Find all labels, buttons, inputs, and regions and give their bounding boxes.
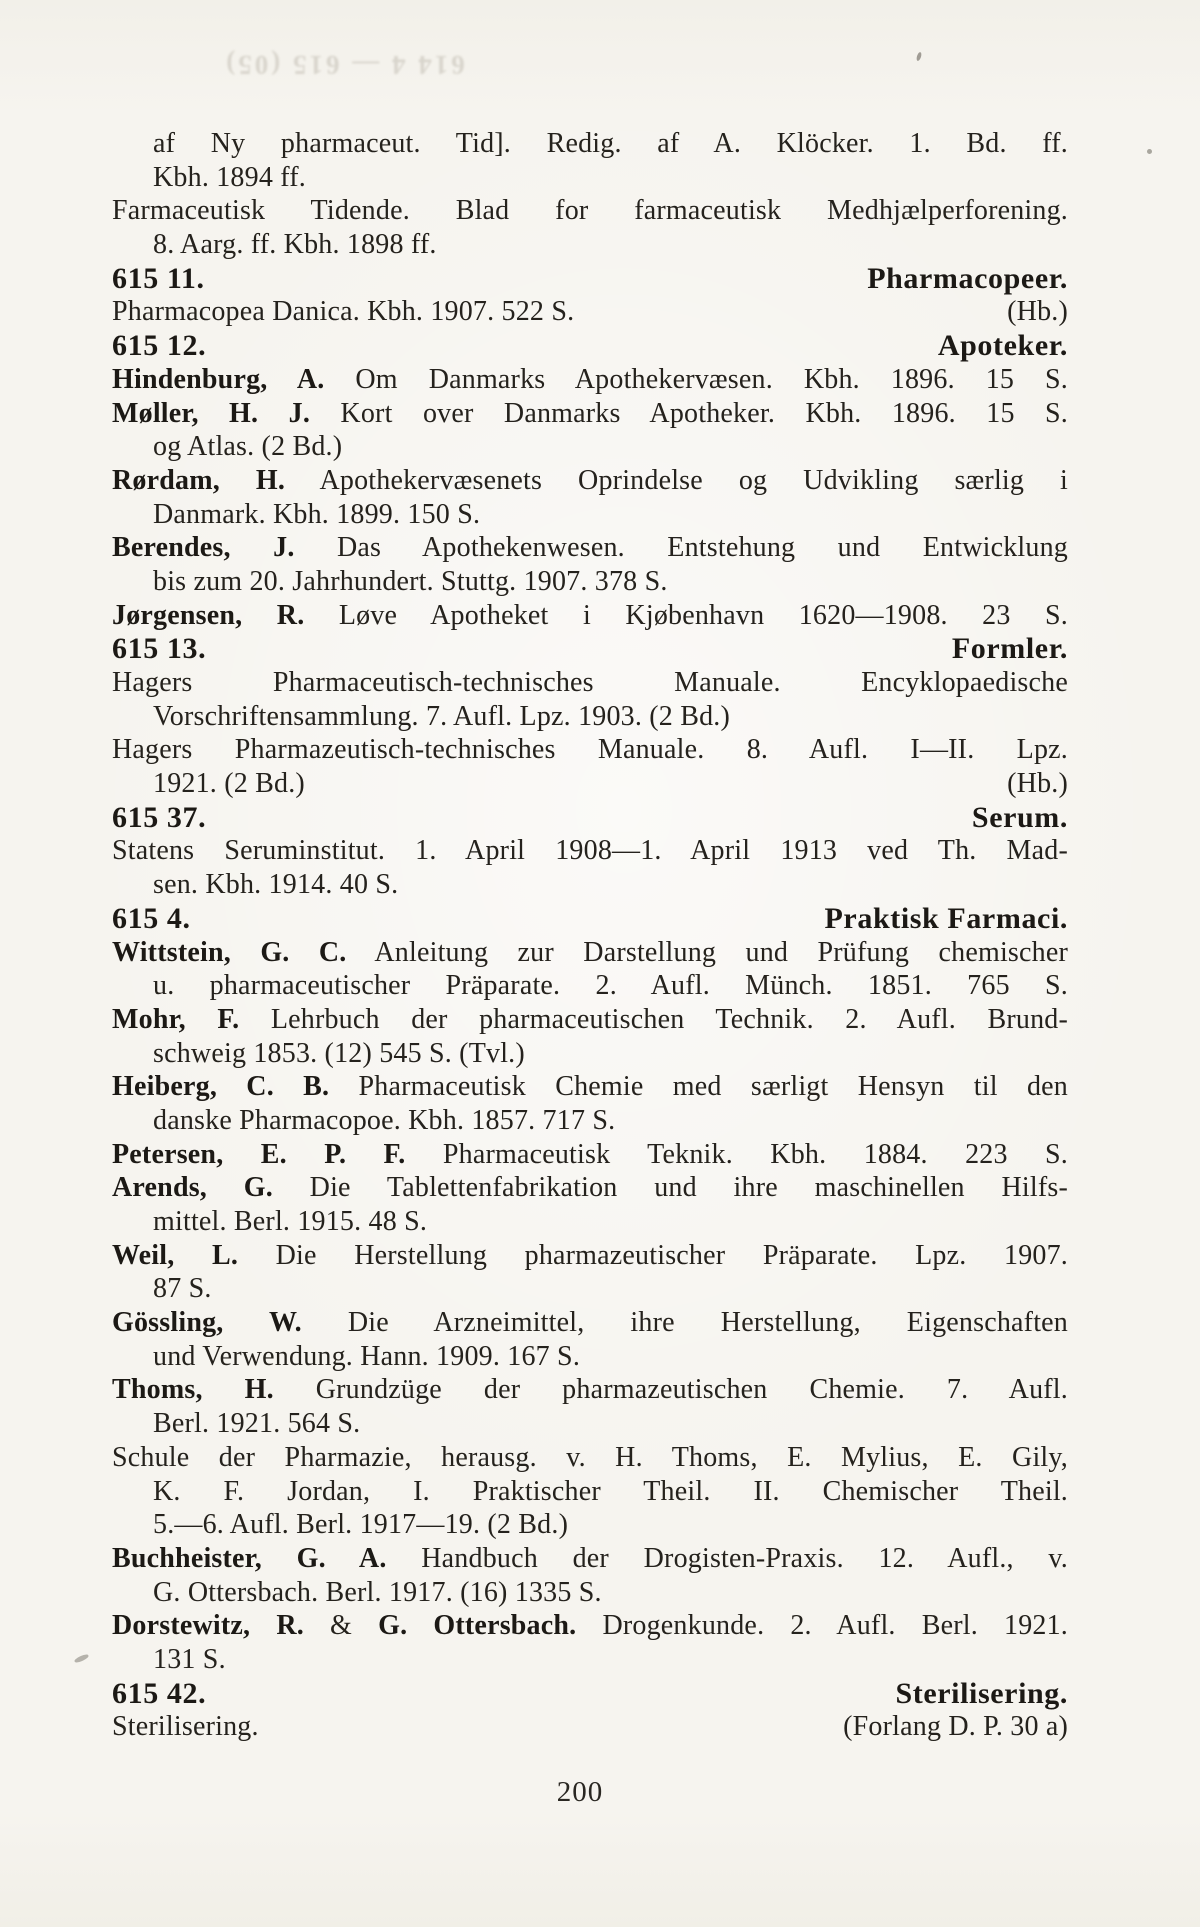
category-label [938, 329, 1068, 363]
entry-text: Pharmaceutisk Chemie med særligt Hensyn til den [329, 1071, 1068, 1103]
catalog-line [112, 531, 1068, 565]
entry-text: Die Arzneimittel, ihre Herstellung, Eigenschaften [301, 1307, 1069, 1339]
entry-author: 615 4. [112, 901, 191, 935]
entry-text: (Forlang D. P. 30 a) [843, 1711, 1068, 1743]
catalog-line [112, 498, 1068, 532]
class-heading [112, 902, 1068, 936]
entry-right [1007, 767, 1068, 801]
entry-text: Hagers Pharmazeutisch-technisches Manuale. 8. Aufl. I—II. Lpz. [112, 734, 1068, 766]
entry-text: Statens Seruminstitut. 1. April 1908—1. April 1913 ved Th. Mad- [112, 835, 1068, 867]
entry-text: Farmaceutisk Tidende. Blad for farmaceutisk Medhjælperforening. [112, 195, 1068, 227]
catalog-line [112, 565, 1068, 599]
entry-author: 615 11. [112, 261, 205, 295]
ink-speck [74, 1653, 90, 1664]
entry-text: danske Pharmacopoe. Kbh. 1857. 717 S. [153, 1104, 616, 1136]
class-number [112, 329, 206, 363]
entry-text: Kort over Danmarks Apotheker. Kbh. 1896. 15 S. [310, 397, 1069, 429]
catalog-line [112, 1037, 1068, 1071]
catalog-line [112, 194, 1068, 228]
entry-author: Praktisk Farmaci. [824, 901, 1068, 935]
entry-author: 615 13. [112, 632, 207, 666]
entry-author: 615 37. [112, 800, 207, 834]
catalog-line [112, 1475, 1068, 1509]
catalog-line [112, 127, 1068, 161]
catalog-line [112, 936, 1068, 970]
catalog-line [112, 363, 1068, 397]
entry-author: Rørdam, H. [112, 464, 286, 496]
entry-text: Handbuch der Drogisten-Praxis. 12. Aufl., v. [386, 1542, 1068, 1574]
catalog-line [112, 599, 1068, 633]
class-heading [112, 801, 1068, 835]
catalog-line [112, 733, 1068, 767]
entry-text: schweig 1853. (12) 545 S. (Tvl.) [153, 1037, 525, 1069]
entry-text: Danmark. Kbh. 1899. 150 S. [153, 498, 481, 530]
catalog-line [112, 1373, 1068, 1407]
entry-text: Berl. 1921. 564 S. [153, 1408, 361, 1440]
catalog-line [112, 767, 1068, 801]
catalog-line [112, 397, 1068, 431]
entry-author: Pharmacopeer. [867, 261, 1068, 295]
class-heading [112, 329, 1068, 363]
entry-author: Buchheister, G. A. [112, 1542, 387, 1574]
catalog-line [112, 666, 1068, 700]
entry-author: G. Ottersbach. [378, 1610, 577, 1642]
entry-text: Apothekervæsenets Oprindelse og Udvikling særlig i [285, 464, 1069, 496]
entry-text: Vorschriftensammlung. 7. Aufl. Lpz. 1903. (2 Bd.) [153, 700, 730, 732]
entry-text: 8. Aarg. ff. Kbh. 1898 ff. [153, 229, 437, 261]
class-number [112, 801, 206, 835]
catalog-line [112, 1205, 1068, 1239]
entry-author: Apoteker. [937, 329, 1068, 363]
entry-text: Die Tablettenfabrikation und ihre maschinellen Hilfs- [272, 1172, 1068, 1204]
catalog-line [112, 1340, 1068, 1374]
catalog-line [112, 1508, 1068, 1542]
catalog-line [112, 700, 1068, 734]
catalog-line [112, 1003, 1068, 1037]
class-number [112, 262, 205, 296]
entry-author: Heiberg, C. B. [112, 1071, 330, 1103]
ghost-bleedthrough-header: 614 4 — 615 (05) [223, 50, 465, 80]
entry-left [112, 295, 574, 329]
entry-author: Arends, G. [112, 1172, 273, 1204]
entry-author: Wittstein, G. C. [112, 936, 347, 968]
entry-author: Serum. [971, 800, 1068, 834]
entry-author: Jørgensen, R. [112, 599, 305, 631]
entry-author: Thoms, H. [112, 1374, 274, 1406]
catalog-line [112, 868, 1068, 902]
entry-author: Formler. [951, 632, 1068, 666]
entry-left [112, 1710, 259, 1744]
entry-author: 615 12. [112, 329, 207, 363]
entry-right [843, 1710, 1068, 1744]
catalog-line [112, 1138, 1068, 1172]
entry-text: Drogenkunde. 2. Aufl. Berl. 1921. [576, 1610, 1069, 1642]
entry-text: und Verwendung. Hann. 1909. 167 S. [153, 1340, 581, 1372]
category-label [825, 902, 1069, 936]
entry-text: Lehrbuch der pharmaceutischen Technik. 2. Aufl. Brund- [239, 1003, 1068, 1035]
class-heading [112, 1677, 1068, 1711]
catalog-line [112, 464, 1068, 498]
catalog-line [112, 1441, 1068, 1475]
catalog-line [112, 1643, 1068, 1677]
catalog-line [112, 295, 1068, 329]
catalog-line [112, 1609, 1068, 1643]
entry-author: Gössling, W. [112, 1307, 302, 1339]
catalog-line [112, 1171, 1068, 1205]
catalog-line [112, 1407, 1068, 1441]
entry-text: og Atlas. (2 Bd.) [153, 431, 343, 463]
entry-author: Mohr, F. [112, 1003, 240, 1035]
entry-text: sen. Kbh. 1914. 40 S. [153, 869, 399, 901]
entry-text: & [303, 1610, 379, 1642]
ink-speck [916, 52, 923, 62]
class-number [112, 902, 191, 936]
entry-author: 615 42. [112, 1676, 207, 1710]
category-label [895, 1677, 1068, 1711]
entry-text: G. Ottersbach. Berl. 1917. (16) 1335 S. [153, 1576, 602, 1608]
entry-text: Grundzüge der pharmazeutischen Chemie. 7. Aufl. [273, 1374, 1068, 1406]
catalog-line [112, 430, 1068, 464]
page-number: 200 [556, 1776, 604, 1808]
entry-author: Petersen, E. P. F. [112, 1138, 406, 1170]
catalog-line [112, 1542, 1068, 1576]
catalog-line [112, 1070, 1068, 1104]
catalog-line [112, 228, 1068, 262]
entry-text: Schule der Pharmazie, herausg. v. H. Thoms, E. Mylius, E. Gily, [112, 1441, 1068, 1473]
entry-text: (Hb.) [1007, 768, 1068, 800]
catalog-line [112, 1576, 1068, 1610]
entry-text: bis zum 20. Jahrhundert. Stuttg. 1907. 378 S. [153, 565, 668, 597]
class-number [112, 1677, 206, 1711]
entry-text: 131 S. [153, 1643, 226, 1675]
entry-author: Sterilisering. [895, 1676, 1068, 1710]
class-heading [112, 262, 1068, 296]
entry-left [153, 767, 305, 801]
category-label [952, 632, 1068, 666]
catalog-line [112, 1306, 1068, 1340]
entry-text: Om Danmarks Apothekervæsen. Kbh. 1896. 15 S. [324, 363, 1068, 395]
entry-text: (Hb.) [1007, 296, 1068, 328]
text-block [112, 127, 1068, 1744]
entry-text: 1921. (2 Bd.) [153, 768, 305, 800]
entry-text: Hagers Pharmaceutisch-technisches Manuale. Encyklopaedische [112, 667, 1068, 698]
entry-text: Sterilisering. [112, 1711, 259, 1743]
catalog-line [112, 834, 1068, 868]
entry-text: K. F. Jordan, I. Praktischer Theil. II. Chemischer Theil. [153, 1475, 1068, 1507]
entry-author: Berendes, J. [112, 532, 295, 564]
entry-right [1007, 295, 1068, 329]
catalog-line [112, 1710, 1068, 1744]
entry-text: Die Herstellung pharmazeutischer Präparate. Lpz. 1907. [238, 1239, 1068, 1271]
category-label [867, 262, 1068, 296]
entry-author: Dorstewitz, R. [112, 1610, 304, 1642]
catalog-line [112, 969, 1068, 1003]
entry-text: mittel. Berl. 1915. 48 S. [153, 1206, 428, 1237]
entry-text: Pharmaceutisk Teknik. Kbh. 1884. 223 S. [405, 1138, 1069, 1170]
catalog-line [112, 1272, 1068, 1306]
ink-speck [1147, 149, 1152, 154]
entry-text: Anleitung zur Darstellung und Prüfung chemischer [346, 936, 1069, 968]
entry-text: Løve Apotheket i Kjøbenhavn 1620—1908. 23 S. [304, 599, 1068, 631]
category-label [972, 801, 1068, 835]
entry-author: Hindenburg, A. [112, 363, 325, 395]
catalog-line [112, 1104, 1068, 1138]
entry-text: af Ny pharmaceut. Tid]. Redig. af A. Klöcker. 1. Bd. ff. [153, 128, 1068, 159]
entry-text: 5.—6. Aufl. Berl. 1917—19. (2 Bd.) [153, 1509, 569, 1541]
catalog-line [112, 1239, 1068, 1273]
entry-author: Weil, L. [112, 1239, 239, 1271]
class-number [112, 632, 206, 666]
entry-author: Møller, H. J. [112, 397, 311, 429]
entry-text: 87 S. [153, 1273, 212, 1305]
entry-text: Pharmacopea Danica. Kbh. 1907. 522 S. [112, 296, 575, 328]
catalog-line [112, 161, 1068, 195]
entry-text: Kbh. 1894 ff. [153, 161, 306, 193]
entry-text: Das Apothekenwesen. Entstehung und Entwicklung [294, 532, 1068, 564]
class-heading [112, 632, 1068, 666]
entry-text: u. pharmaceutischer Präparate. 2. Aufl. Münch. 1851. 765 S. [153, 970, 1068, 1002]
